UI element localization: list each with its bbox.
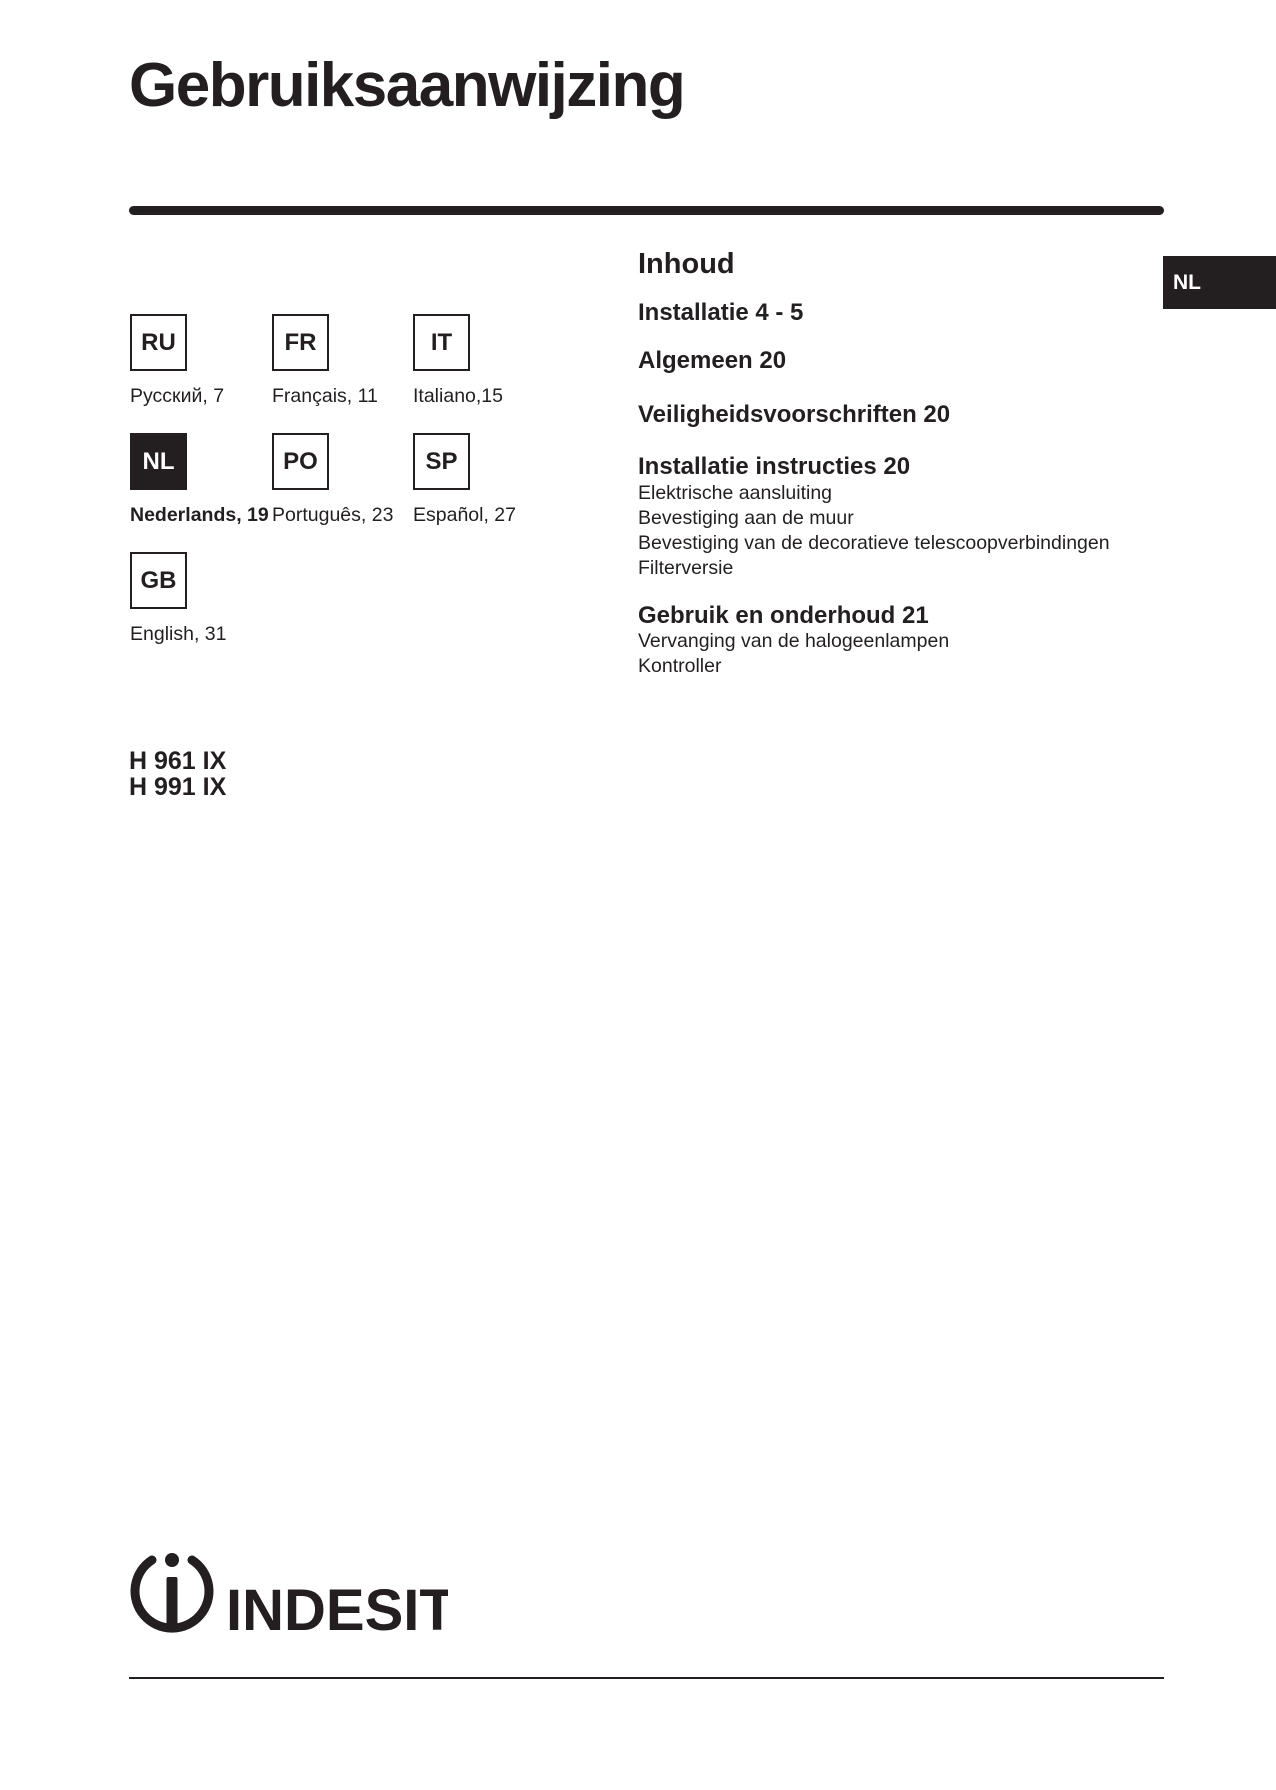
language-item-ru[interactable] xyxy=(130,314,225,407)
toc-subitem[interactable]: Bevestiging aan de muur xyxy=(638,506,854,529)
header-divider xyxy=(129,206,1164,215)
language-label: English, 31 xyxy=(130,623,227,645)
language-label: Français, 11 xyxy=(272,385,378,407)
language-item-po[interactable] xyxy=(272,433,394,526)
indesit-logo xyxy=(128,1548,448,1638)
language-label: Español, 27 xyxy=(413,504,516,526)
toc-heading: Inhoud xyxy=(638,248,735,280)
language-item-gb[interactable] xyxy=(130,552,227,645)
language-side-tab xyxy=(1163,256,1276,309)
logo-wordmark: INDESIT xyxy=(226,1578,448,1638)
language-label-active: Nederlands, 19 xyxy=(130,504,269,526)
language-item-it[interactable] xyxy=(413,314,503,407)
toc-section-title[interactable]: Installatie 4 - 5 xyxy=(638,299,804,327)
language-code-box[interactable]: GB xyxy=(130,552,187,609)
language-code-box[interactable]: PO xyxy=(272,433,329,490)
language-code-box[interactable]: RU xyxy=(130,314,187,371)
toc-section-title[interactable]: Veiligheidsvoorschriften 20 xyxy=(638,400,951,428)
toc-subitem[interactable]: Elektrische aansluiting xyxy=(638,481,833,504)
language-item-sp[interactable] xyxy=(413,433,516,526)
toc-subitem[interactable]: Filterversie xyxy=(638,556,734,579)
toc-subitem[interactable]: Vervanging van de halogeenlampen xyxy=(638,630,950,653)
language-code-box[interactable]: SP xyxy=(413,433,470,490)
toc-subitem[interactable]: Bevestiging van de decoratieve telescoopverbindingen xyxy=(638,531,1110,554)
toc-section-title[interactable]: Installatie instructies 20 xyxy=(638,453,911,481)
model-numbers xyxy=(129,748,226,800)
footer-divider xyxy=(129,1677,1164,1679)
indesit-i-logo-icon xyxy=(128,1548,448,1638)
language-code-box-active[interactable]: NL xyxy=(130,433,187,490)
language-code-box[interactable]: IT xyxy=(413,314,470,371)
model-number: H 991 IX xyxy=(129,773,227,801)
language-item-fr[interactable] xyxy=(272,314,378,407)
language-label: Русский, 7 xyxy=(130,385,225,407)
language-code-box[interactable]: FR xyxy=(272,314,329,371)
language-label: Italiano,15 xyxy=(413,385,503,407)
language-item-nl[interactable] xyxy=(130,433,269,526)
table-of-contents xyxy=(638,248,1158,679)
toc-section-title[interactable]: Gebruik en onderhoud 21 xyxy=(638,601,929,629)
side-tab-label: NL xyxy=(1173,270,1201,294)
model-number: H 961 IX xyxy=(129,747,227,775)
page-title: Gebruiksaanwijzing xyxy=(129,51,685,120)
language-label: Português, 23 xyxy=(272,504,394,526)
toc-subitem[interactable]: Kontroller xyxy=(638,655,722,678)
toc-section-title[interactable]: Algemeen 20 xyxy=(638,346,787,374)
